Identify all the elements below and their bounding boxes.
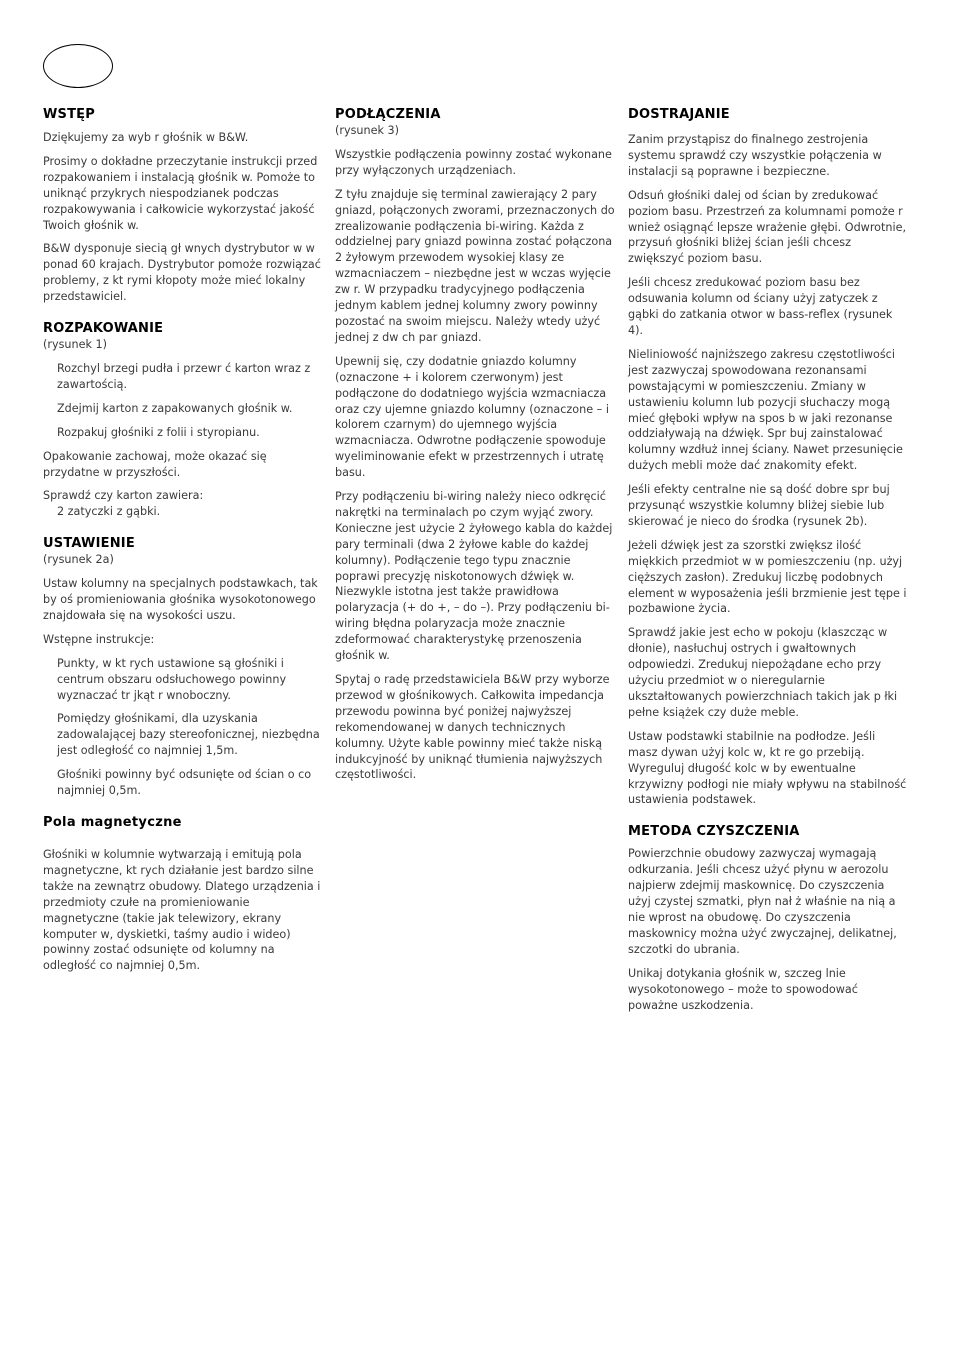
paragraph: B&W dysponuje siecią gł wnych dystrybutor w w ponad 60 krajach. Dystrybutor pomoże rozwiązać problemy, z kt rymi kłopoty może mieć lokalny przedstawiciel. bbox=[43, 242, 321, 304]
figure-reference: (rysunek 1) bbox=[43, 338, 107, 352]
paragraph: Upewnij się, czy dodatnie gniazdo kolumny (oznaczone + i kolorem czerwonym) jest podłączone do dodatniego wyjścia wzmacniacza oraz czy ujemne gniazdo kolumny (oznaczone – i kolorem czarnym) do ujemnego wyjścia wzmacniacza. Odwrotne podłączenie spowoduje wyeliminowanie efekt w przestrzennych i utratę basu. bbox=[335, 354, 609, 480]
list-item: Punkty, w kt rych ustawione są głośniki i centrum obszaru odsłuchowego powinny wyznaczać tr jkąt r wnoboczny. bbox=[57, 656, 287, 702]
heading-podlaczenia: PODŁĄCZENIA bbox=[335, 107, 441, 122]
paragraph: Jeśli efekty centralne nie są dość dobre spr buj przysunąć wszystkie kolumny bliżej siebie lub skierować je nieco do środka (rysunek 2b). bbox=[628, 483, 890, 528]
paragraph: Spytaj o radę przedstawiciela B&W przy wyborze przewod w głośnikowych. Całkowita impedancja przewodu powinna być poniżej najwyższej rekomendowanej w danych technicznych kolumny. Użyte kable powinny mieć także niską indukcyjność by uniknąć tłumienia najwyższych częstotliwości. bbox=[335, 673, 610, 782]
paragraph: Wstępne instrukcje: bbox=[43, 632, 155, 646]
list-item: Rozpakuj głośniki z folii i styropianu. bbox=[57, 425, 260, 439]
section-metoda-czyszczenia bbox=[628, 823, 908, 1013]
section-ustawienie bbox=[43, 535, 323, 799]
paragraph: Odsuń głośniki dalej od ścian by zredukować poziom basu. Przestrzeń za kolumnami pomoże r wnież osiągnąć lepsze wrażenie głębi. Odwrotnie, przysuń głośniki bliżej ścian jeśli chcesz zwiększyć poziom basu. bbox=[628, 188, 907, 266]
list-item: Głośniki powinny być odsunięte od ścian o co najmniej 0,5m. bbox=[57, 768, 312, 798]
figure-reference: (rysunek 2a) bbox=[43, 553, 114, 567]
language-badge-oval bbox=[43, 44, 113, 88]
heading-wstep: WSTĘP bbox=[43, 107, 95, 122]
section-podlaczenia bbox=[335, 106, 615, 783]
figure-reference: (rysunek 3) bbox=[335, 124, 399, 137]
paragraph: Zanim przystąpisz do finalnego zestrojenia systemu sprawdź czy wszystkie połączenia w instalacji są poprawne i bezpieczne. bbox=[628, 133, 882, 178]
paragraph: Prosimy o dokładne przeczytanie instrukcji przed rozpakowaniem i instalacją głośnik w. Pomoże to uniknąć przykrych niespodzianek podczas rozpakowywania i całkowicie wykorzystać jakość Twoich głośnik w. bbox=[43, 154, 318, 232]
list-item: 2 zatyczki z gąbki. bbox=[57, 505, 161, 519]
paragraph: Dziękujemy za wyb r głośnik w B&W. bbox=[43, 131, 249, 144]
paragraph: Jeżeli dźwięk jest za szorstki zwiększ ilość miękkich przedmiot w w pomieszczeniu (np. użyj cięższych zasłon). Zredukuj liczbę podobnych element w wyposażenia jeśli brzmienie jest tępe i pozbawione życia. bbox=[628, 538, 907, 616]
heading-rozpakowanie: ROZPAKOWANIE bbox=[43, 321, 164, 337]
paragraph: Głośniki w kolumnie wytwarzają i emitują pola magnetyczne, kt rych działanie jest bardzo silne także na zewnątrz obudowy. Dlatego urządzenia i przedmioty czułe na promieniowanie magnetyczne (takie jak telewizory, ekrany komputer w, dyskietki, taśmy audio i wideo) powinny zostać odsunięte od kolumny na odległość co najmniej 0,5m. bbox=[43, 848, 321, 973]
column-right bbox=[628, 106, 908, 1028]
paragraph: Przy podłączeniu bi-wiring należy nieco odkręcić nakrętki na terminalach po czym wyjąć zwory. Konieczne jest użycie 2 żyłowego kabla do każdej pary terminali (dwa 2 żyłowe kable do każdej kolumny). Podłączenie tego typu znacznie poprawi precyzję niskotonowych dźwięk w. Niezwykle istotna jest także prawidłowa polaryzacja (+ do +, – do –). Przy podłączeniu bi-wiring błędna polaryzacja może znacznie zdeformować charakterystykę przenoszenia głośnik w. bbox=[335, 490, 613, 663]
paragraph: Powierzchnie obudowy zazwyczaj wymagają odkurzania. Jeśli chcesz użyć płynu w aerozolu najpierw zdejmij maskownicę. Do czyszczenia użyj czystej szmatki, płyn nał ż właśnie na nią a nie wprost na obudowę. Do czyszczenia maskownicy można użyć zwyczajnej, delikatnej, szczotki do ubrania. bbox=[628, 847, 897, 956]
paragraph: Unikaj dotykania głośnik w, szczeg lnie wysokotonowego – może to spowodować poważne uszkodzenia. bbox=[628, 966, 858, 1012]
section-dostrajanie bbox=[628, 106, 908, 808]
paragraph: Jeśli chcesz zredukować poziom basu bez odsuwania kolumn od ściany użyj zatyczek z gąbki do zatkania otwor w bass-reflex (rysunek 4). bbox=[628, 276, 893, 337]
list-item: Zdejmij karton z zapakowanych głośnik w. bbox=[57, 401, 293, 415]
paragraph: Ustaw podstawki stabilnie na podłodze. Jeśli masz dywan użyj kolc w, kt re go przebiją. Wyreguluj długość kolc w by ewentualne krzywizny podłogi nie miały wpływu na stabilność ustawienia podstawek. bbox=[628, 729, 907, 807]
list-item: Rozchyl brzegi pudła i przewr ć karton wraz z zawartością. bbox=[57, 361, 311, 391]
paragraph: Sprawdź czy karton zawiera: bbox=[43, 489, 204, 503]
paragraph: Opakowanie zachowaj, może okazać się przydatne w przyszłości. bbox=[43, 449, 267, 479]
paragraph: Nieliniowość najniższego zakresu częstotliwości jest zazwyczaj spowodowana rezonansami powstającymi w pomieszczeniu. Zmiany w ustawieniu kolumn lub pozycji słuchaczy mogą mieć głęboki wpływ na spos b w jaki rezonanse oddziaływają na dźwięk. Spr buj zainstalować kolumny wzdłuż innej ściany. Nawet przesunięcie dużych mebli może dać znakomity efekt. bbox=[628, 347, 903, 473]
list-item: Pomiędzy głośnikami, dla uzyskania zadowalającej bazy stereofonicznej, niezbędna jest odległość co najmniej 1,5m. bbox=[57, 712, 320, 758]
column-left bbox=[43, 106, 323, 989]
section-rozpakowanie bbox=[43, 320, 323, 520]
paragraph: Wszystkie podłączenia powinny zostać wykonane przy wyłączonych urządzeniach. bbox=[335, 147, 612, 177]
column-middle bbox=[335, 106, 615, 798]
heading-pola-magnetyczne: Pola magnetyczne bbox=[43, 815, 182, 830]
paragraph: Ustaw kolumny na specjalnych podstawkach, tak by oś promieniowania głośnika wysokotonowego znajdowała się na wysokości uszu. bbox=[43, 577, 318, 622]
paragraph: Sprawdź jakie jest echo w pokoju (klaszcząc w dłonie), nasłuchuj ostrych i gwałtownych odpowiedzi. Zredukuj niepożądane echo przy użyciu przedmiot w o nieregularnie ukształtowanych powierzchniach takich jak p łki pełne książek czy duże meble. bbox=[628, 626, 898, 719]
heading-metoda-czyszczenia: METODA CZYSZCZENIA bbox=[628, 824, 800, 840]
section-wstep bbox=[43, 106, 323, 305]
heading-ustawienie: USTAWIENIE bbox=[43, 536, 135, 552]
section-pola-magnetyczne bbox=[43, 814, 323, 974]
heading-dostrajanie: DOSTRAJANIE bbox=[628, 107, 730, 122]
paragraph: Z tyłu znajduje się terminal zawierający 2 pary gniazd, połączonych zworami, przeznaczonych do zrealizowanie podłączenia bi-wiring. Każda z oddzielnej pary gniazd powinna zostać połączona 2 żyłowym przewodem wysokiej klasy ze wzmacniaczem – niezbędne jest w wczas wyjęcie zw r. W przypadku tradycyjnego podłączenia jednym kablem jednej kolumny zwory powinny pozostać na swoim miejscu. Należy wtedy użyć jednej z dw ch par gniazd. bbox=[335, 187, 615, 344]
